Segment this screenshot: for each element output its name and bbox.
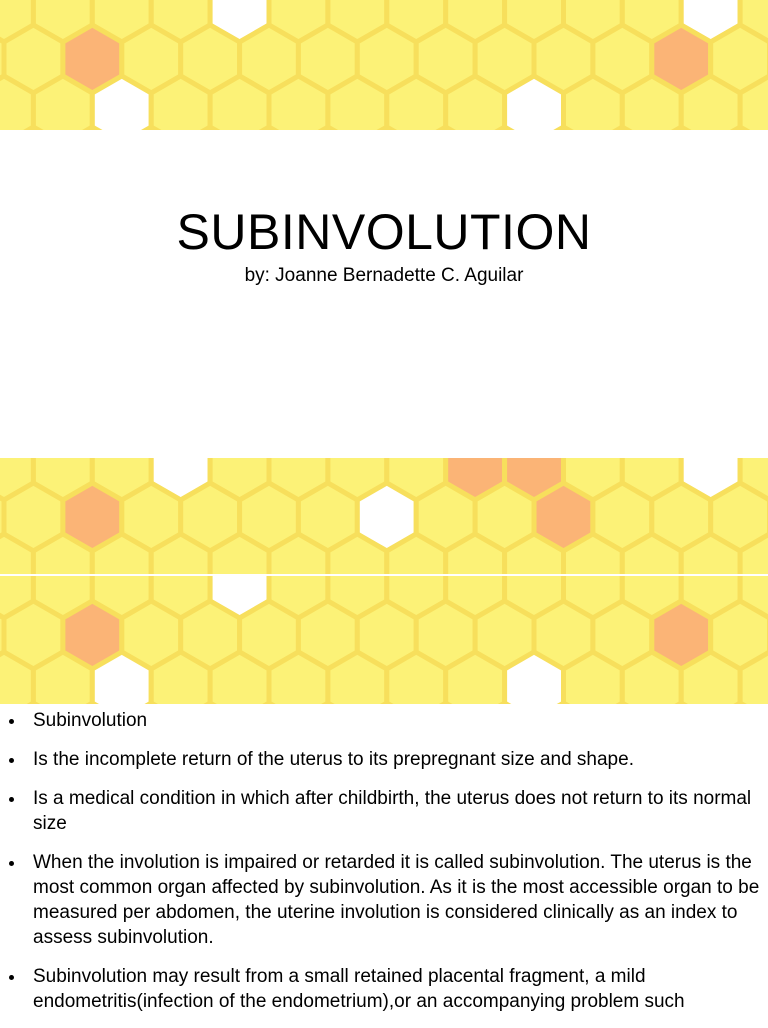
bullet-text: Is the incomplete return of the uterus to its prepregnant size and shape. [33, 749, 634, 770]
slide-subtitle: by: Joanne Bernadette C. Aguilar [244, 265, 524, 286]
bullet-dot [9, 758, 14, 763]
bullet-item [0, 850, 768, 950]
bullet-item [0, 964, 768, 1014]
bullet-item [0, 786, 768, 836]
bullet-dot [9, 861, 14, 866]
honeycomb-banner-lower [0, 576, 768, 704]
bullet-dot [9, 797, 14, 802]
bullet-text: Subinvolution [33, 710, 148, 731]
bullet-dot [9, 719, 14, 724]
honeycomb-banner-middle [0, 458, 768, 574]
bullet-text: When the involution is impaired or retarded it is called subinvolution. The uterus is the most common organ affected by subinvolution. As it is the most accessible organ to be measured per abdomen, the uterine involution is considered clinically as an index to assess subinvolution. [33, 852, 760, 948]
honeycomb-pattern [0, 576, 768, 704]
slide-title: SUBINVOLUTION [176, 204, 592, 260]
honeycomb-banner-top [0, 0, 768, 130]
bullet-text: Subinvolution may result from a small retained placental fragment, a mild endometritis(infection of the endometrium),or an accompanying problem such [33, 966, 685, 1012]
bullet-list [0, 708, 768, 1028]
honeycomb-pattern [0, 0, 768, 130]
bullet-dot [9, 975, 14, 980]
honeycomb-pattern [0, 458, 768, 574]
bullet-item [0, 708, 768, 733]
bullet-text: Is a medical condition in which after childbirth, the uterus does not return to its normal size [33, 788, 752, 834]
bullet-item [0, 747, 768, 772]
